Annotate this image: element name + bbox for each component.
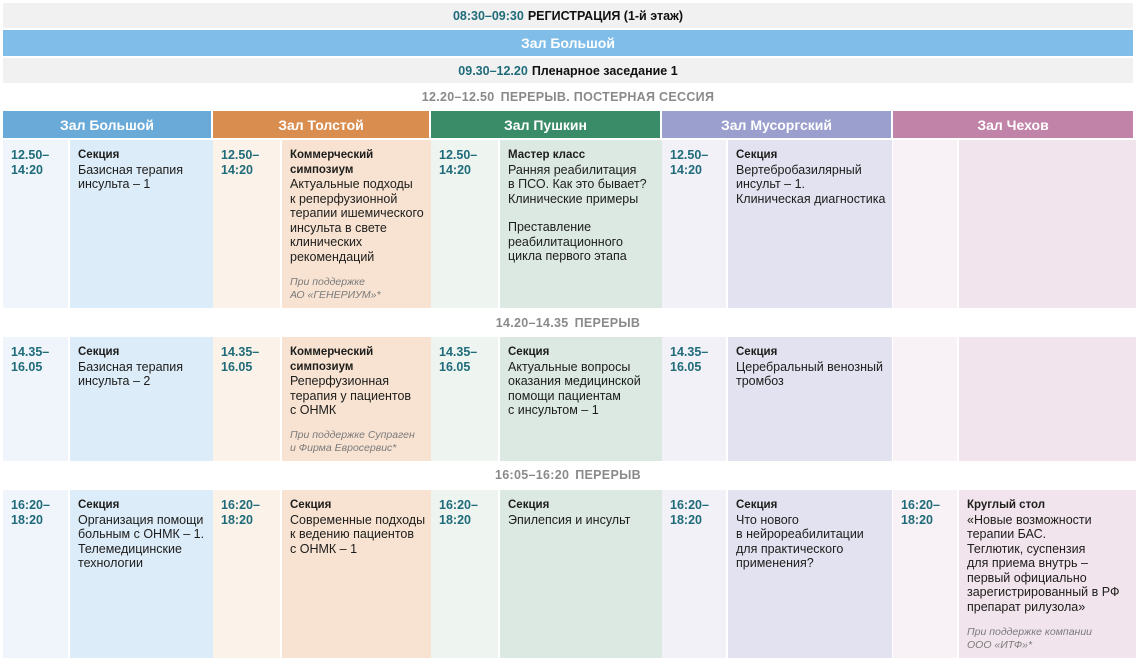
hall-header-1: Зал Большой (3, 111, 211, 138)
session-type: Секция (736, 346, 778, 358)
session-title-line: клинических (290, 235, 363, 249)
sponsor-note (967, 626, 1092, 652)
break-3 (3, 468, 1133, 482)
session-title-line: больным с ОНМК – 1. (78, 527, 205, 541)
session-type: Коммерческий симпозиум (290, 346, 374, 373)
time-cell (662, 490, 726, 658)
session-time: 12.50– (11, 148, 50, 162)
session-title-line: Актуальные вопросы (508, 359, 631, 374)
session-time: 14.35– (11, 345, 50, 359)
session-time: 18:20 (670, 512, 702, 527)
time-cell (213, 490, 280, 658)
time-cell (893, 140, 957, 308)
plenary-time: 09.30–12.20 (458, 63, 528, 78)
session-type: Секция (736, 149, 778, 161)
session-title-line: Клиническая диагностика (736, 191, 886, 206)
session-title-line: инсульта в свете (290, 220, 387, 235)
session-title-line: к ведению пациентов (290, 527, 414, 541)
session-time: 14:20 (221, 162, 253, 177)
session-title-line: Базисная терапия (78, 359, 184, 374)
session-cell (959, 490, 1136, 658)
session-title-line: Базисная терапия (78, 162, 184, 177)
hall-header-5: Зал Чехов (893, 111, 1133, 138)
break-label: ПЕРЕРЫВ (575, 468, 641, 482)
time-cell (893, 337, 957, 461)
session-time: 14:20 (670, 162, 702, 177)
session-type: Секция (508, 346, 550, 358)
session-title-line: Актуальные подходы (290, 177, 413, 191)
session-time: 12.50– (439, 148, 478, 162)
session-time: 14.35– (670, 345, 709, 359)
session-time: 16:20– (901, 498, 940, 512)
main-hall-label: Зал Большой (521, 35, 615, 51)
break-2 (3, 316, 1133, 330)
time-cell (893, 490, 957, 658)
session-title-line: Преставление (508, 220, 592, 234)
session-title-line: с ОНМК – 1 (290, 541, 358, 556)
sponsor-note (290, 429, 415, 455)
session-cell (500, 337, 662, 461)
session-type: Секция (736, 499, 778, 511)
session-cell (282, 140, 431, 308)
session-time: 16.05 (11, 359, 43, 374)
session-title-line: первый официально (967, 570, 1087, 585)
session-title-line: инсульта – 2 (78, 374, 151, 388)
session-title-line: Реперфузионная (290, 374, 389, 388)
session-time: 14:20 (439, 162, 471, 177)
time-cell (662, 337, 726, 461)
break-label: ПЕРЕРЫВ. ПОСТЕРНАЯ СЕССИЯ (500, 90, 715, 104)
session-time: 16.05 (439, 359, 471, 374)
session-time: 18:20 (11, 512, 43, 527)
session-cell (70, 337, 213, 461)
session-cell (70, 490, 213, 658)
session-title-line: инсульта – 1 (78, 177, 151, 191)
session-time: 14:20 (11, 162, 43, 177)
session-time: 16:20– (221, 498, 260, 512)
hall-header-3: Зал Пушкин (431, 111, 660, 138)
session-title-line: помощи пациентам (508, 388, 621, 403)
time-cell (431, 490, 498, 658)
session-title-line: цикла первого этапа (508, 249, 627, 263)
session-title-line: Что нового (736, 512, 799, 527)
session-title-line: терапия у пациентов (290, 388, 412, 403)
session-title-line: Вертебробазилярный (736, 162, 862, 177)
session-type: Секция (78, 149, 120, 161)
session-type: Круглый стол (967, 499, 1046, 511)
session-title-line: технологии (78, 556, 144, 570)
break-time: 14.20–14.35 (495, 316, 569, 330)
session-cell (500, 490, 662, 658)
session-time: 14.35– (439, 345, 478, 359)
session-type: Секция (290, 499, 332, 511)
session-title-line: рекомендаций (290, 249, 375, 264)
session-time: 18:20 (221, 512, 253, 527)
time-cell (662, 140, 726, 308)
session-cell (959, 337, 1136, 461)
time-cell (3, 140, 68, 308)
session-time: 16.05 (670, 359, 702, 374)
session-title-line: оказания медицинской (508, 374, 641, 388)
session-title-line: Телемедицинские (78, 541, 182, 556)
session-time: 18:20 (901, 512, 933, 527)
session-cell (959, 140, 1136, 308)
sponsor-line: При поддержке (290, 276, 366, 288)
session-time: 12.50– (670, 148, 709, 162)
session-time: 16:20– (439, 498, 478, 512)
plenary-bar (3, 58, 1133, 83)
break-1 (3, 90, 1133, 104)
break-time: 12.20–12.50 (421, 90, 495, 104)
hall-header-4: Зал Мусоргский (662, 111, 891, 138)
session-title-line: с ОНМК (290, 403, 337, 417)
session-title-line: тромбоз (736, 374, 784, 388)
session-time: 16.05 (221, 359, 253, 374)
session-type: Секция (78, 346, 120, 358)
session-title-line: с инсультом – 1 (508, 403, 599, 417)
session-type: Секция (78, 499, 120, 511)
session-cell (282, 490, 431, 658)
sponsor-note (290, 276, 381, 302)
session-title-line: реабилитационного (508, 234, 623, 249)
session-title-line: зарегистрированный в РФ (967, 585, 1120, 599)
registration-time: 08:30–09:30 (452, 8, 524, 23)
session-type: Мастер класс (508, 149, 586, 161)
session-cell (728, 140, 892, 308)
sponsor-line: и Фирма Евросервис* (290, 442, 397, 454)
session-title-line: Теглютик, суспензия (967, 541, 1086, 556)
time-cell (3, 490, 68, 658)
registration-label: РЕГИСТРАЦИЯ (1-й этаж) (527, 8, 684, 23)
session-title-line: «Новые возможности (967, 512, 1092, 527)
session-title-line: инсульт – 1. (736, 177, 805, 191)
session-title-line: Эпилепсия и инсульт (508, 512, 631, 527)
time-cell (431, 337, 498, 461)
session-cell (500, 140, 662, 308)
session-type: Секция (508, 499, 550, 511)
session-title-line: терапии ишемического (290, 206, 424, 220)
sponsor-line: ООО «ИТФ»* (967, 639, 1033, 651)
session-title-line: препарат рилузола» (967, 599, 1086, 614)
session-title-line: Церебральный венозный (736, 359, 883, 374)
session-title-line: для практического (736, 541, 844, 556)
break-time: 16:05–16:20 (495, 468, 570, 482)
session-cell (70, 140, 213, 308)
registration-bar (3, 3, 1133, 28)
time-cell (213, 140, 280, 308)
session-title-line: Ранняя реабилитация (508, 162, 637, 177)
session-title-line: терапии БАС. (967, 527, 1047, 541)
session-time: 18:20 (439, 512, 471, 527)
session-time: 16:20– (11, 498, 50, 512)
session-cell (282, 337, 431, 461)
time-cell (3, 337, 68, 461)
session-time: 16:20– (670, 498, 709, 512)
time-cell (213, 337, 280, 461)
main-hall-bar (3, 30, 1133, 56)
session-title-line: в ПСО. Как это бывает? (508, 177, 647, 191)
session-title-line: к реперфузионной (290, 191, 398, 206)
session-type: Коммерческий симпозиум (290, 149, 374, 176)
time-cell (431, 140, 498, 308)
sponsor-line: При поддержке компании (967, 626, 1093, 638)
hall-header-2: Зал Толстой (213, 111, 429, 138)
session-title-line: для приема внутрь – (967, 556, 1088, 570)
session-title-line: в нейрореабилитации (736, 527, 864, 541)
session-cell (728, 490, 892, 658)
sponsor-line: АО «ГЕНЕРИУМ»* (290, 289, 381, 301)
sponsor-line: При поддержке Супраген (290, 429, 415, 441)
session-time: 14.35– (221, 345, 260, 359)
session-time: 12.50– (221, 148, 260, 162)
session-title-line: применения? (736, 556, 814, 570)
session-title-line: Клинические примеры (508, 191, 639, 206)
plenary-label: Пленарное заседание 1 (531, 63, 678, 78)
session-cell (728, 337, 892, 461)
session-title-line: Современные подходы (290, 512, 426, 527)
break-label: ПЕРЕРЫВ (574, 316, 641, 330)
session-title-line: Организация помощи (78, 512, 204, 527)
